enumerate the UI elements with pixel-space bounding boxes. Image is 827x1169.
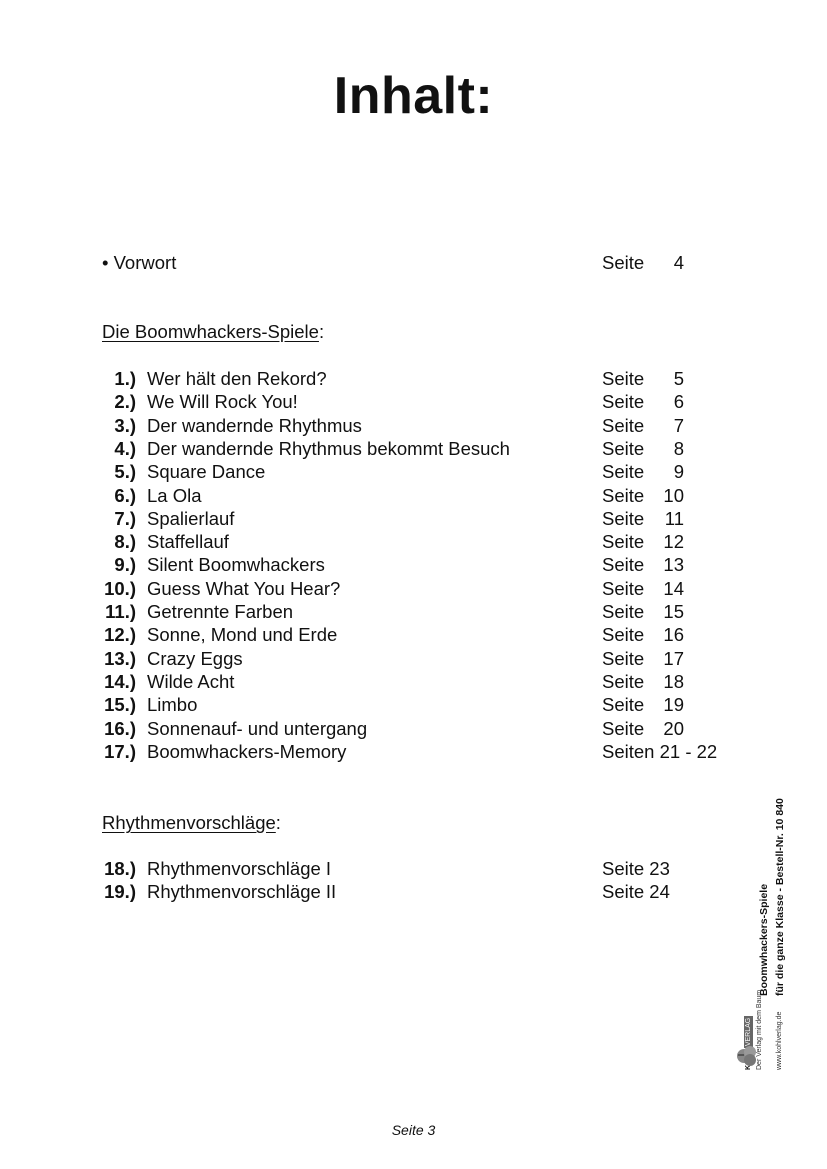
toc-entry-title: Sonnenauf- und untergang <box>147 717 368 739</box>
toc-entry-page: 5 <box>673 368 684 389</box>
toc-entry-page: 14 <box>663 577 684 599</box>
toc-entry-title: Guess What You Hear? <box>147 577 341 599</box>
toc-entry-page: 9 <box>673 461 684 483</box>
toc-entry-number: 9.) <box>114 554 136 576</box>
toc-entry-page: 15 <box>663 601 684 622</box>
toc-entry-seite: Seite <box>602 391 645 413</box>
toc-entry-seite: Seite 24 <box>602 881 670 903</box>
publisher-slogan: Der Verlag mit dem Baum <box>756 989 763 1070</box>
page-title: Inhalt: <box>333 67 494 125</box>
toc-entry-seite: Seite <box>602 437 645 459</box>
toc-entry-title: Boomwhackers-Memory <box>147 740 347 762</box>
toc-entry-title: Spalierlauf <box>147 507 235 529</box>
toc-entry-seite: Seite <box>602 414 645 436</box>
section-heading-rhythmen <box>102 811 281 835</box>
toc-entry-title: Crazy Eggs <box>147 647 243 669</box>
toc-entry-number: 10.) <box>104 577 136 599</box>
toc-entry-seite: Seite <box>602 507 645 529</box>
publisher-tag: VERLAG <box>745 1017 752 1047</box>
toc-entry-page: 16 <box>663 624 684 646</box>
toc-entry-vorwort-seite: Seite <box>602 252 645 273</box>
toc-entry-seite: Seite <box>602 531 645 553</box>
toc-entry-title: Der wandernde Rhythmus bekommt Besuch <box>147 437 510 459</box>
section-heading-rhythmen-colon: : <box>275 812 281 833</box>
toc-entry-page: 18 <box>663 670 684 692</box>
section-heading-spiele <box>102 320 324 344</box>
toc-entry-number: 4.) <box>114 437 136 459</box>
toc-entry-seite: Seite <box>602 368 645 389</box>
toc-entry-title: Getrennte Farben <box>147 601 294 622</box>
toc-entry-title: Sonne, Mond und Erde <box>147 624 338 646</box>
publisher-strip <box>732 770 792 1070</box>
toc-entry-number: 13.) <box>104 647 136 669</box>
toc-entry-seite: Seite <box>602 601 645 622</box>
side-label-line1: Boomwhackers-Spiele <box>758 883 770 996</box>
toc-entry-number: 12.) <box>104 624 136 646</box>
toc-entry-seite: Seiten 21 - 22 <box>602 740 718 762</box>
toc-entry-number: 11.) <box>105 601 136 622</box>
toc-entry-page: 13 <box>663 554 684 576</box>
tree-logo-icon <box>736 1040 758 1070</box>
toc-entry-seite: Seite <box>602 461 645 483</box>
toc-entry-number: 5.) <box>114 461 136 483</box>
toc-entry-title: Wer hält den Rekord? <box>147 368 327 389</box>
toc-entry-number: 19.) <box>104 881 136 903</box>
toc-entry-seite: Seite <box>602 484 645 506</box>
toc-entry-seite: Seite <box>602 554 645 576</box>
toc-entry-title: Wilde Acht <box>147 670 235 692</box>
toc-entry-seite: Seite 23 <box>602 858 670 879</box>
toc-entry-title: Rhythmenvorschläge II <box>147 881 337 903</box>
toc-entry-title: Staffellauf <box>147 531 229 553</box>
toc-entry-number: 15.) <box>104 694 136 716</box>
toc-entry-number: 14.) <box>104 670 136 692</box>
toc-entry-number: 2.) <box>114 391 136 413</box>
toc-entry-title: Rhythmenvorschläge I <box>147 858 332 879</box>
toc-entry-number: 18.) <box>104 858 136 879</box>
toc-entry-vorwort-page: 4 <box>673 252 684 273</box>
toc-entry-page: 6 <box>673 391 684 413</box>
toc-entry-number: 8.) <box>114 531 136 553</box>
toc-entry-page: 11 <box>664 507 684 529</box>
toc-entry-seite: Seite <box>602 694 645 716</box>
toc-entry-page: 10 <box>663 484 684 506</box>
toc-entry-number: 17.) <box>104 740 136 762</box>
section-heading-spiele-colon: : <box>318 321 325 342</box>
toc-entry-seite: Seite <box>602 647 645 669</box>
toc-entry-page: 12 <box>663 531 684 553</box>
toc-entry-title: Der wandernde Rhythmus <box>147 414 362 436</box>
page-number: Seite 3 <box>391 1122 436 1138</box>
toc-entry-vorwort: • Vorwort <box>102 252 177 273</box>
section-heading-spiele-text: Die Boomwhackers-Spiele <box>102 321 319 342</box>
toc-entry-seite: Seite <box>602 717 645 739</box>
side-label-line2: für die ganze Klasse - Bestell-Nr. 10 840 <box>774 798 786 996</box>
toc-entry-number: 1.) <box>114 368 136 389</box>
toc-entry-title: Limbo <box>147 694 198 716</box>
toc-entry-number: 6.) <box>114 484 136 506</box>
toc-entry-seite: Seite <box>602 624 645 646</box>
toc-entry-seite: Seite <box>602 577 645 599</box>
toc-entry-page: 7 <box>673 414 684 436</box>
toc-entry-title: We Will Rock You! <box>147 391 298 413</box>
publisher-url: www.kohlverlag.de <box>776 1011 783 1070</box>
toc-entry-seite: Seite <box>602 670 645 692</box>
toc-entry-page: 19 <box>663 694 684 716</box>
toc-entry-number: 7.) <box>114 507 136 529</box>
toc-entry-page: 20 <box>663 717 684 739</box>
section-heading-rhythmen-text: Rhythmenvorschläge <box>102 812 276 833</box>
toc-entry-title: La Ola <box>147 484 202 506</box>
toc-entry-title: Silent Boomwhackers <box>147 554 325 576</box>
toc-entry-number: 3.) <box>114 414 136 436</box>
toc-entry-page: 8 <box>673 437 684 459</box>
toc-entry-title: Square Dance <box>147 461 266 483</box>
toc-entry-number: 16.) <box>104 717 136 739</box>
toc-entry-page: 17 <box>663 647 684 669</box>
